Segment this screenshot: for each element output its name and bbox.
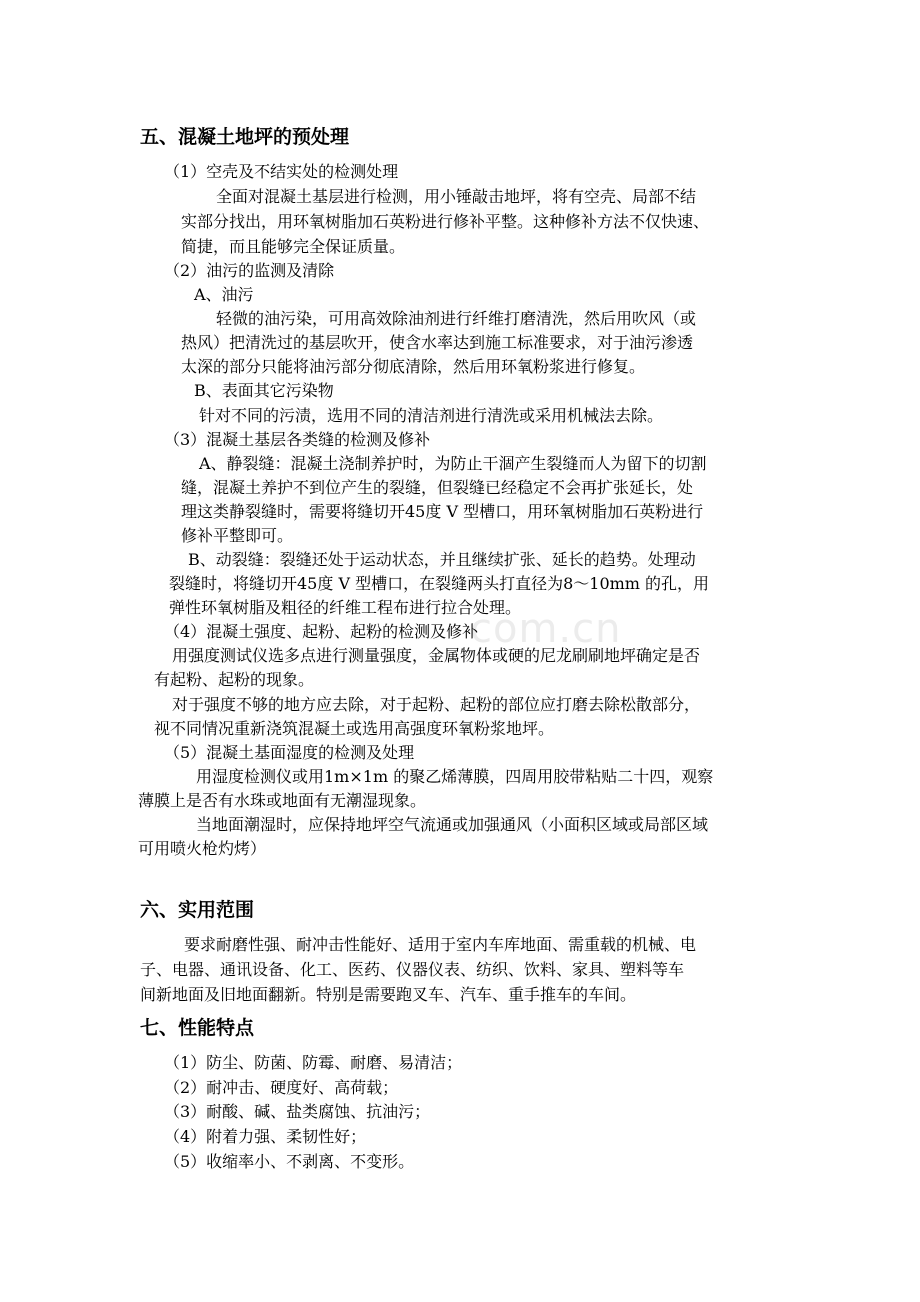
section-5-line: 简捷，而且能够完全保证质量。 bbox=[181, 237, 406, 256]
section-5-line: 太深的部分只能将油污部分彻底清除，然后用环氧粉浆进行修复。 bbox=[181, 357, 646, 376]
feature-item: （3）耐酸、碱、盐类腐蚀、抗油污； bbox=[164, 1102, 431, 1121]
section-6-heading: 六、实用范围 bbox=[140, 899, 255, 921]
section-5-line: A、油污 bbox=[194, 285, 254, 304]
section-5-line: 裂缝时，将缝切开45度 V 型槽口，在裂缝两头打直径为8～10mm 的孔，用 bbox=[169, 574, 710, 593]
section-5-line: 薄膜上是否有水珠或地面有无潮湿现象。 bbox=[138, 791, 427, 810]
section-5-line: 有起粉、起粉的现象。 bbox=[154, 670, 315, 689]
section-5-line: 理这类静裂缝时，需要将缝切开45度 V 型槽口，用环氧树脂加石英粉进行 bbox=[181, 502, 704, 521]
feature-item: （5）收缩率小、不剥离、不变形。 bbox=[164, 1152, 415, 1171]
section-5-line: 轻微的油污染，可用高效除油剂进行纤维打磨清洗，然后用吹风（或 bbox=[216, 309, 697, 328]
section-5-line: B、动裂缝：裂缝还处于运动状态，并且继续扩张、延长的趋势。处理动 bbox=[188, 550, 696, 569]
section-5-line: 全面对混凝土基层进行检测，用小锤敲击地坪，将有空壳、局部不结 bbox=[216, 187, 697, 206]
section-5-line: 当地面潮湿时，应保持地坪空气流通或加强通风（小面积区域或局部区域 bbox=[196, 815, 709, 834]
section-5-line: 弹性环氧树脂及粗径的纤维工程布进行拉合处理。 bbox=[169, 598, 522, 617]
section-5-line: （4）混凝土强度、起粉、起粉的检测及修补 bbox=[164, 622, 479, 641]
feature-item: （4）附着力强、柔韧性好； bbox=[164, 1127, 367, 1146]
feature-item: （2）耐冲击、硬度好、高荷载； bbox=[164, 1078, 399, 1097]
watermark: com.cn bbox=[470, 606, 622, 652]
section-5-line: 用强度测试仪选多点进行测量强度，金属物体或硬的尼龙刷刷地坪确定是否 bbox=[172, 646, 701, 665]
section-5-line: （5）混凝土基面湿度的检测及处理 bbox=[164, 743, 415, 762]
section-6-line: 间新地面及旧地面翻新。特别是需要跑叉车、汽车、重手推车的车间。 bbox=[140, 985, 637, 1004]
section-5-line: 热风）把清洗过的基层吹开，使含水率达到施工标准要求，对于油污渗透 bbox=[181, 333, 694, 352]
section-5-line: （1）空壳及不结实处的检测处理 bbox=[164, 162, 399, 181]
section-5-line: 对于强度不够的地方应去除，对于起粉、起粉的部位应打磨去除松散部分， bbox=[172, 695, 701, 714]
section-5-line: 可用喷火枪灼烤） bbox=[138, 839, 267, 858]
section-5-line: 视不同情况重新浇筑混凝土或选用高强度环氧粉浆地坪。 bbox=[154, 719, 555, 738]
section-5-line: （3）混凝土基层各类缝的检测及修补 bbox=[164, 430, 431, 449]
section-5-line: A、静裂缝：混凝土浇制养护时，为防止干涸产生裂缝而人为留下的切割 bbox=[199, 454, 707, 473]
section-5-line: （2）油污的监测及清除 bbox=[164, 261, 335, 280]
section-5-line: 用湿度检测仪或用1m×1m 的聚乙烯薄膜，四周用胶带粘贴二十四，观察 bbox=[196, 767, 714, 786]
section-6-line: 子、电器、通讯设备、化工、医药、仪器仪表、纺织、饮料、家具、塑料等车 bbox=[140, 960, 685, 979]
section-5-line: 实部分找出，用环氧树脂加石英粉进行修补平整。这种修补方法不仅快速、 bbox=[181, 212, 710, 231]
section-7-heading: 七、性能特点 bbox=[140, 1017, 255, 1039]
section-5-line: B、表面其它污染物 bbox=[194, 381, 334, 400]
section-5-line: 修补平整即可。 bbox=[181, 526, 294, 545]
section-5-line: 针对不同的污渍，选用不同的清洁剂进行清洗或采用机械法去除。 bbox=[199, 406, 664, 425]
section-5-line: 缝，混凝土养护不到位产生的裂缝，但裂缝已经稳定不会再扩张延长，处 bbox=[181, 478, 694, 497]
feature-item: （1）防尘、防菌、防霉、耐磨、易清洁； bbox=[164, 1053, 463, 1072]
section-5-heading: 五、混凝土地坪的预处理 bbox=[140, 126, 350, 148]
section-6-line: 要求耐磨性强、耐冲击性能好、适用于室内车库地面、需重载的机械、电 bbox=[184, 935, 697, 954]
